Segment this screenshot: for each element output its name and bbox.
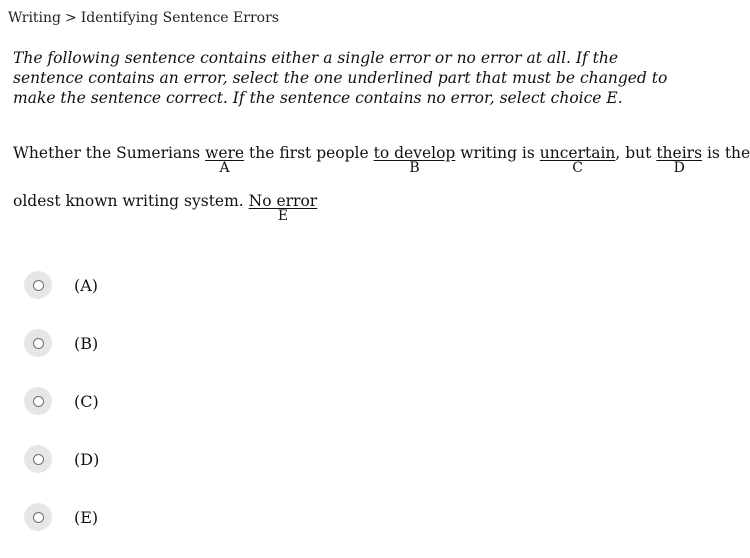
part-letter-e: E <box>277 208 289 224</box>
underlined-text-a: were <box>205 144 245 162</box>
choice-a[interactable] <box>24 268 99 302</box>
underlined-part-c <box>539 143 616 176</box>
underlined-part-b <box>373 143 456 176</box>
underlined-part-e <box>248 191 318 224</box>
choice-label-e[interactable]: (E) <box>74 507 99 527</box>
breadcrumb-section[interactable]: Writing <box>8 10 62 26</box>
sentence-text: the first people <box>244 144 374 162</box>
radio-button-b[interactable] <box>24 329 52 357</box>
radio-circle-icon <box>33 512 44 523</box>
radio-button-a[interactable] <box>24 271 52 299</box>
radio-button-d[interactable] <box>24 445 52 473</box>
radio-button-c[interactable] <box>24 387 52 415</box>
breadcrumb-page: Identifying Sentence Errors <box>80 10 279 26</box>
underlined-text-e: No error <box>248 192 318 210</box>
radio-circle-icon <box>33 338 44 349</box>
sentence-line-1 <box>13 143 750 176</box>
radio-circle-icon <box>33 396 44 407</box>
breadcrumb <box>8 10 279 26</box>
choice-d[interactable] <box>24 442 99 476</box>
sentence-text: writing is <box>455 144 540 162</box>
question-instructions: The following sentence contains either a single error or no error at all. If the sentence contains an error, select the one underlined part that must be changed to make the sentence correct. If the sentence contains no error, select choice E. <box>13 49 668 107</box>
part-letter-a: A <box>219 160 230 176</box>
choice-b[interactable] <box>24 326 99 360</box>
underlined-text-d: theirs <box>656 144 703 162</box>
sentence-text: , but <box>615 144 657 162</box>
part-letter-b: B <box>409 160 420 176</box>
sentence-text: is the <box>702 144 750 162</box>
sentence-text: oldest known writing system. <box>13 192 249 210</box>
underlined-part-a <box>205 143 245 176</box>
choice-label-a[interactable]: (A) <box>74 275 99 295</box>
choice-c[interactable] <box>24 384 99 418</box>
radio-button-e[interactable] <box>24 503 52 531</box>
sentence-line-2 <box>13 191 318 224</box>
radio-circle-icon <box>33 454 44 465</box>
answer-choices <box>24 268 99 558</box>
underlined-text-c: uncertain <box>539 144 616 162</box>
breadcrumb-separator: > <box>65 10 77 26</box>
choice-label-b[interactable]: (B) <box>74 333 99 353</box>
sentence-text: Whether the Sumerians <box>13 144 206 162</box>
choice-label-d[interactable]: (D) <box>74 449 100 469</box>
part-letter-c: C <box>572 160 583 176</box>
part-letter-d: D <box>673 160 685 176</box>
choice-e[interactable] <box>24 500 99 534</box>
underlined-text-b: to develop <box>373 144 456 162</box>
underlined-part-d <box>656 143 703 176</box>
choice-label-c[interactable]: (C) <box>74 391 99 411</box>
radio-circle-icon <box>33 280 44 291</box>
